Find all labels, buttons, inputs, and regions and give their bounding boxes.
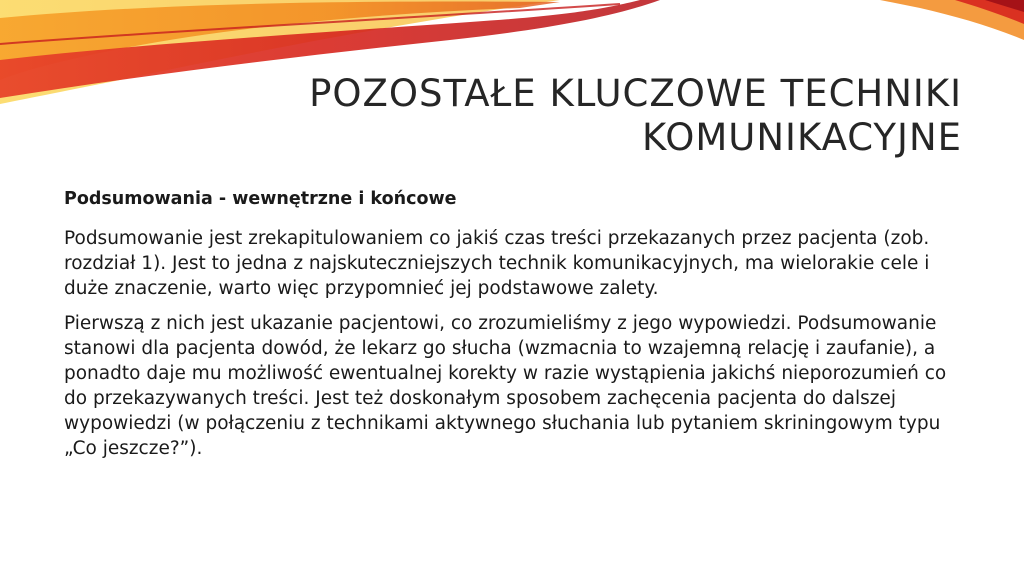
slide-content: [64, 186, 964, 471]
paragraph-1: Podsumowanie jest zrekapitulowaniem co jakiś czas treści przekazanych przez pacjenta (zob. rozdział 1). Jest to jedna z najskuteczniejszych technik komunikacyjnych, ma wielorakie cele i duże znaczenie, warto więc przypomnieć jej podstawowe zalety.: [64, 228, 930, 299]
paragraph-2: Pierwszą z nich jest ukazanie pacjentowi, co zrozumieliśmy z jego wypowiedzi. Podsumowanie stanowi dla pacjenta dowód, że lekarz go słucha (wzmacnia to wzajemną relację i zaufanie), a ponadto daje mu możliwość ewentualnej korekty w razie wystąpienia jakichś nieporozumień co do przekazywanych treści. Jest też doskonałym sposobem zachęcenia pacjenta do dalszej wypowiedzi (w połączeniu z technikami aktywnego słuchania lub pytaniem skriningowym typu „Co jeszcze?”).: [64, 313, 947, 459]
title-line-2: KOMUNIKACYJNE: [642, 116, 962, 159]
title-line-1: POZOSTAŁE KLUCZOWE TECHNIKI: [309, 72, 962, 115]
section-heading: Podsumowania - wewnętrzne i końcowe: [64, 189, 457, 209]
slide-title: [202, 72, 962, 160]
